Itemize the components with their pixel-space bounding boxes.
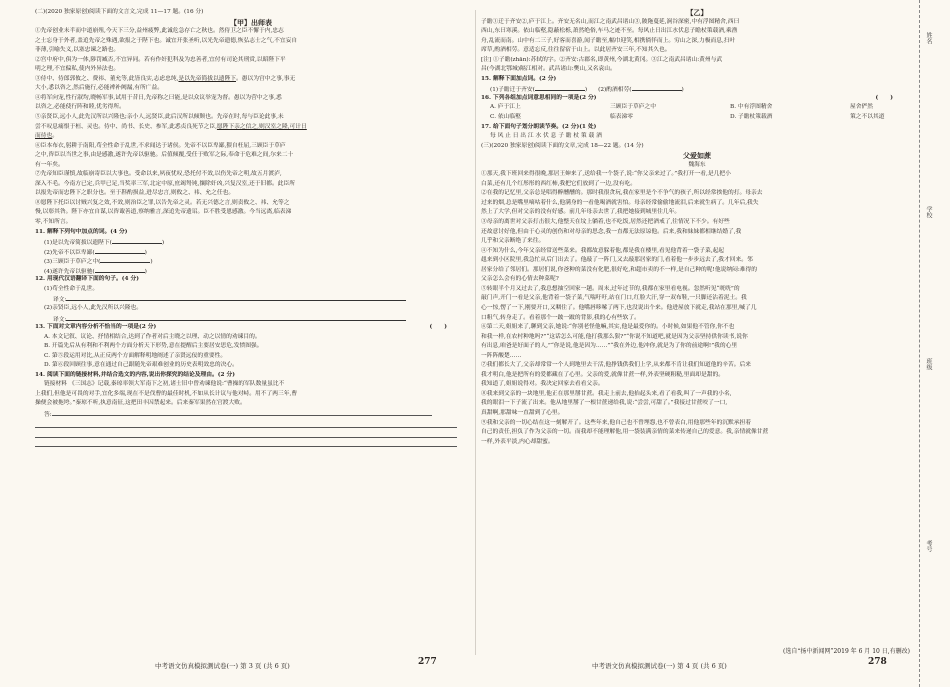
answer-blank[interactable] xyxy=(100,256,150,263)
para-line: ②在我的记忆里,父亲总是唱得醉醺醺的。那时我很贪玩,我在家里是个不争气的孩子,所以经常挨他的打。母亲去 xyxy=(481,190,763,197)
answer-blank[interactable] xyxy=(95,266,145,273)
answer-blank[interactable] xyxy=(112,237,162,244)
q11-text: (4)遂许先帝以驱驰( xyxy=(44,268,95,275)
para-line: ⑧我来到父亲的一块地里,他正在那里掰甘蔗。我走上前去,他抬起头来,看了看我,叫了一声我的小名, xyxy=(481,390,732,397)
para-text: 。愚以为宫中之事,事无 xyxy=(235,75,296,82)
article-title: 父爱如蔗 xyxy=(683,151,711,161)
para-line: 父亲怎么会有的心情去种菜呢? xyxy=(481,276,559,283)
q13-option[interactable]: A. 本文记叙、议论、抒情相结合,达到了作者对后主晓之以理、动之以情的劝谏目的。 xyxy=(44,333,261,340)
answer-prefix[interactable] xyxy=(35,409,467,419)
para-line: 几乎和父亲断绝了来往。 xyxy=(481,238,545,245)
side-label-school: 学校 xyxy=(925,206,932,218)
q11-item: (3)三顾臣于草庐之中( ) xyxy=(35,256,467,266)
q16-option[interactable]: C. 依山临壑 xyxy=(490,114,521,121)
para-line: 自己的责任,担负了作为父亲的一切。而我却不能理解他,用一袋装满亲情的菜来传递自己的爱意。我,亲情就像甘蔗 xyxy=(481,429,769,436)
answer-line[interactable] xyxy=(66,294,406,301)
para-line: ①先帝创业未半而中道崩殂,今天下三分,益州疲弊,此诚危急存亡之秋也。然侍卫之臣不懈于内,忠志 xyxy=(35,28,284,35)
para-line: 一样,外表平淡,内心却甜蜜。 xyxy=(481,438,554,445)
q17-sentence[interactable]: 每 风 止 日 出 江 水 伏 息 子 瞻 杖 策 载 酒 xyxy=(490,133,602,140)
para-line: ⑥臣本布衣,躬耕于南阳,苟全性命于乱世,不求闻达于诸侯。先帝不以臣卑鄙,猥自枉屈,三顾臣于草庐 xyxy=(35,142,286,149)
para-line: ⑦先帝知臣谨慎,故临崩寄臣以大事也。受命以来,夙夜忧叹,恐托付不效,以伤先帝之明,故五月渡泸, xyxy=(35,171,282,178)
para-line: 居家分给了邻居们。那居们说,你爸种的菜没有化肥,很好吃,和超市卖的不一样,是自己种的呢!他说纳闷:难得的 xyxy=(481,266,758,273)
para-line: 大小,悉以咨之,然后施行,必能裨补阙漏,有所广益。 xyxy=(35,85,164,92)
question-13 xyxy=(35,323,467,333)
para-line: 我的眼泪一下子流了出来。他从地里掰了一根甘蔗递给我,说:“尝尝,可甜了。”我接过甘蔗咬了一口, xyxy=(481,400,728,407)
para-line xyxy=(35,75,467,85)
para-line: 我知道了,姐姐说得对。我决定回家去看看父亲。 xyxy=(481,381,604,388)
para-line: 白菜,还有几个红彤彤的西红柿,我把它们放到了一边,没有吃。 xyxy=(481,180,636,187)
para-line: 和我一样,在农村种地吗?”“这话怎么可能,他打我那么狠?”“你说不知道吧,就是因为父亲坚持供你读书,说你 xyxy=(481,333,748,340)
text-yi-title: 【乙】 xyxy=(686,8,708,17)
para-line: 敲门声,开门一看是父亲,他背着一袋子菜,气喘吁吁,站在门口,红脸大汗,穿一双布鞋,一只脚还沾着泥土。我 xyxy=(481,295,747,302)
para-line: 有一年矣。 xyxy=(35,161,64,168)
para-line xyxy=(35,132,467,142)
answer-blank[interactable] xyxy=(535,84,585,91)
left-page-number: 277 xyxy=(418,657,437,667)
section-header: (二)(2020 独家原创)阅读下面的文言文,完成 11—17 题。(16 分) xyxy=(35,9,204,15)
q13-option[interactable]: D. 第⑥段回顾往事,意在通过自己跟随先帝艰难创业的历史表明效忠的决心。 xyxy=(44,362,238,369)
para-line: 深入不毛。今南方已定,兵甲已足,当奖率三军,北定中原,庶竭驽钝,攘除奸凶,兴复汉室,还于旧都。此臣所 xyxy=(35,180,296,187)
binding-dashed-line xyxy=(919,0,920,687)
answer-paren[interactable]: ( ) xyxy=(429,324,447,331)
para-line: 席草,酌酒相劳。意适忘反,往往留宿于山上。以此居齐安三年,不知其久也。 xyxy=(481,47,671,54)
para-line: ⑤亲贤臣,远小人,此先汉所以兴隆也;亲小人,远贤臣,此后汉所以倾颓也。先帝在时,每与臣论此事,未 xyxy=(35,114,284,121)
para-line: 真甜啊,那甜味一直甜到了心里。 xyxy=(481,409,564,416)
q16-options-row xyxy=(481,103,913,113)
para-line: ⑨我和父亲的一切心结在这一刻解开了。这些年来,他自己也不曾埋怨,也不曾表白,用他那些年的沉默承担着 xyxy=(481,419,751,426)
q13-text: 13. 下面对文章内容分析不恰当的一项是(2 分) xyxy=(35,324,157,331)
para-text: ③侍中、侍郎郭攸之、费祎、董允等,此皆良实,志虑忠纯, xyxy=(35,75,179,82)
para-line: ⑥第二天,姐姐来了,聊到父亲,她说:“你别老怪他嘛,其实,他是最爱你的。小时候,如果他不管你,你不也 xyxy=(481,324,735,331)
para-line: ⑦我们都长大了,父亲却常常一个人到地里去干活,他挣钱供我们上学,从来都不肯让我们知道他的辛苦。后来 xyxy=(481,362,751,369)
para-line: 以咨之,必能使行阵和睦,优劣得所。 xyxy=(35,104,125,111)
translation-line[interactable] xyxy=(35,294,467,304)
q15-text: (1)子瞻迁于齐安( xyxy=(490,87,535,94)
q11-text: (3)三顾臣于草庐之中( xyxy=(44,259,101,266)
text-jia-title: 【甲】出师表 xyxy=(230,17,272,27)
q11-text: (2)先帝不以臣卑鄙( xyxy=(44,249,95,256)
answer-line[interactable] xyxy=(66,314,406,321)
para-line: ①那天,我下班回来得很晚,那居王婶来了,送给我一个袋子,说:“你父亲来过了。”我打开一看,是几把小 xyxy=(481,171,731,178)
right-page xyxy=(481,8,913,447)
left-footer: 中考语文仿真模拟测试卷(一) 第 3 页 (共 6 页) xyxy=(155,662,290,670)
side-label-class: 班级 xyxy=(925,358,932,370)
q16-option-pair: 策之不以其道 xyxy=(850,114,885,121)
link-material-line: 链接材料 《三国志》记载,秦琼率领大军南下之初,诸士旧中曾劝谏他说:“曹操的军队数量虽比不 xyxy=(44,381,285,388)
answer-blank[interactable] xyxy=(95,247,145,254)
q11-item: (4)遂许先帝以驱驰( ) xyxy=(35,266,467,276)
q16-option[interactable]: D. 子瞻杖策载酒 xyxy=(730,114,773,121)
para-line: 有出息,咱爸是好面子的人,”“你是说,他是因为……”“我在外边,他冲你,就是为了你的前途啊!”我的心里 xyxy=(481,343,738,350)
para-line: ④不知为什么,今年父亲经常送些菜来。我都故意躲着他,都是我在楼里,看见他背着一袋子菜,起起 xyxy=(481,247,725,254)
q11-item: (1)是以先帝简拔以遗陛下( ) xyxy=(35,237,467,247)
para-line: 心一惊,愣了一下,刚要开口,又咽住了。他嘴唇哆嗦了两下,也没说出个来。他进屋放下就走,我站在那里,喊了几 xyxy=(481,304,757,311)
q11-item: (2)先帝不以臣卑鄙( ) xyxy=(35,247,467,257)
para-text: 尝不叹息痛恨于桓、灵也。侍中、尚书、长史、参军,此悉贞良死节之臣, xyxy=(35,123,217,130)
q16-option-pair: 三顾臣于草庐之中 xyxy=(610,104,656,111)
question-12: 12. 用现代汉语翻译下面的句子。(4 分) xyxy=(35,276,139,283)
side-label-name: 姓名 xyxy=(925,32,932,44)
note-line: 昌(今湖北鄂城)隔江相对。武昌诸山:樊山,又名袁山。 xyxy=(481,66,616,73)
para-line: 舟,乱流而南。山中有二三子,好客而喜游,闻子瞻至,幅巾迎笑,相携徜徉而上。穷山之深,力极而息,扫叶 xyxy=(481,37,736,44)
article-source: (选自“扬中新闻网”2019 年 6 月 10 日,有删改) xyxy=(783,648,910,655)
q13-option[interactable]: B. 开篇先后从有利和不利两个方面分析天下形势,意在提醒后主要居安思危,发愤图强。 xyxy=(44,343,263,350)
para-line xyxy=(35,123,467,133)
q16-option[interactable]: A. 庐于江上 xyxy=(490,104,521,111)
answer-blank[interactable] xyxy=(632,84,682,91)
article-author: 魏海东 xyxy=(688,161,706,168)
para-line: 慢,以彰其咎。陛下亦宜自谋,以咨诹善道,察纳雅言,深追先帝遗诏。臣不胜受恩感激。今当远离,临表涕 xyxy=(35,209,292,216)
para-line: 西山,东曰寒溪。依山临壑,隐蔽松栎,萧然绝俗,车马之迹不至。每风止日出江水伏息子瞻杖策载酒,乘渔 xyxy=(481,28,738,35)
link-material-line: 上我们,但他是可畏的对手,宜化多端,现在不是伐曹的最佳时机,不如从长计议与他对峙。用不了两三年,曹 xyxy=(35,390,298,397)
q16-option-pair: 临表涕零 xyxy=(610,114,633,121)
q15-item: (1)子瞻迁于齐安( ) (2)酌酒相劳( ) xyxy=(481,84,913,94)
translation-label: 译文: xyxy=(53,316,67,323)
underlined-sentence: 是以先帝简拔以遗陛下 xyxy=(178,75,236,82)
q16-option[interactable]: B. 中有浮图精舍 xyxy=(730,104,773,111)
page-divider xyxy=(475,10,476,655)
para-line: 然上了大学,但对父亲的没有好感。前几年母亲去世了,我把她接到城里住几年。 xyxy=(481,209,681,216)
link-material-line: 操便会被拖垮。”秦琼不听,执意南征,这把田丰囚禁起来。后来秦军果然在官渡大败。 xyxy=(35,400,246,407)
underlined-sentence: 而待也 xyxy=(35,133,53,140)
q13-option[interactable]: C. 第⑤段运用对比,从正反两个方面解释明地阐述了亲贤远佞的重要性。 xyxy=(44,352,227,359)
answer-line[interactable] xyxy=(35,428,457,438)
q12-sentence-2: (2)亲贤臣,远小人,此先汉所以兴隆也。 xyxy=(44,304,143,311)
para-line: 零,不知所言。 xyxy=(35,219,72,226)
para-line: ③母亲的离世对父亲打击很大,他整天在坟上躺着,也不吃饭,居然还把酒戒了,往情况下不少。有好些 xyxy=(481,219,730,226)
underlined-sentence: 愿陛下亲之信之,则汉室之隆,可计日 xyxy=(216,123,307,130)
para-line: 以报先帝而忠陛下之职分也。至于斟酌损益,进尽忠言,则攸之、祎、允之任也。 xyxy=(35,190,235,197)
para-line: ④将军向宠,性行淑均,晓畅军事,试用于昔日,先帝称之曰能,是以众议举宠为督。愚以为营中之事,悉 xyxy=(35,94,282,101)
q16-options-row xyxy=(481,113,913,123)
para-line: ②宫中府中,俱为一体,陟罚臧否,不宜异同。若有作奸犯科及为忠善者,宜付有司论其刑赏,以昭陛下平 xyxy=(35,56,286,63)
note-line: [注] ①子瞻(zhān):苏轼的字。②齐安:古郡名,即黄州,今湖北黄冈。③江之南武昌诸山:黄州与武 xyxy=(481,56,723,63)
para-line: 之中,咨臣以当世之事,由是感激,遂许先帝以驱驰。后值倾覆,受任于败军之际,奉命于危难之间,尔来二十 xyxy=(35,152,294,159)
answer-line[interactable] xyxy=(35,438,457,448)
para-line: 菲薄,引喻失义,以塞忠谏之路也。 xyxy=(35,47,120,54)
answer-paren[interactable]: ( ) xyxy=(875,94,893,101)
answer-line[interactable] xyxy=(52,409,432,416)
para-line: 子瞻①迁于齐安②,庐于江上。齐安无名山,而江之南武昌诸山③,陂陁蔓延,涧谷深密,中有浮图精舍,西曰 xyxy=(481,18,740,25)
question-17: 17. 给下面句子划分朗读节奏。(2 分)(1 处) xyxy=(481,123,597,130)
question-15: 15. 解释下面加点词。(2 分) xyxy=(481,75,557,82)
para-line: 我才明白,他是把所有的爱都藏在了心里。父亲的爱,就像甘蔗一样,外表坚硬粗糙,里面却是甜的。 xyxy=(481,371,725,378)
section-header: (三)(2020 独家原创)阅读下面的文章,完成 18—22 题。(14 分) xyxy=(481,142,644,149)
question-14: 14. 阅读下面的链接材料,并结合选文的内容,说出你探究的结论及理由。(2 分) xyxy=(35,371,235,378)
para-line: 口粗气,转身走了。看着那个一跛一跛的背影,我的心有些软了。 xyxy=(481,314,640,321)
translation-line[interactable] xyxy=(35,314,467,324)
right-footer: 中考语文仿真模拟测试卷(一) 第 4 页 (共 6 页) xyxy=(592,662,727,670)
para-line: 趄来到小区院里,我急忙从后门出去了。他敲了一阵门,又去敲那居家的门,看着他一步步远去了,我才回来。邻 xyxy=(481,257,753,264)
answer-label: 答: xyxy=(44,411,52,418)
para-line: ⑤转眼半个月又过去了,我总想抽空回家一趟。周末,过年过节的,我都在家里看电视。忽然听见“咣咣”的 xyxy=(481,285,740,292)
side-label-number: 考号 xyxy=(925,540,932,552)
q11-text: (1)是以先帝简拔以遗陛下( xyxy=(44,240,112,247)
q16-text: 16. 下列各组加点词意思相同的一项是(2 分) xyxy=(481,94,597,101)
para-line: 一阵阵酸楚…… xyxy=(481,352,522,359)
para-text: 。 xyxy=(52,133,58,140)
para-line: 过来的烟,总是嘴里嘀咕着什么,他满身的一看他喝酒就害怕。母亲经常偷偷地流泪,后来就生病了。几年后,我失 xyxy=(481,199,759,206)
answer-line[interactable] xyxy=(35,419,457,429)
para-line: 之士忘身于外者,盖追先帝之殊遇,欲报之于陛下也。诚宜开张圣听,以光先帝遗德,恢弘志士之气,不宜妄自 xyxy=(35,37,298,44)
left-page xyxy=(35,8,467,447)
para-line: 还故意讨好他,但由于心灵的创伤和对母亲的思念,我一直都无法原谅他。后来,我和妹妹都相继结婚了,我 xyxy=(481,228,742,235)
q12-sentence-1: (1)苟全性命于乱世。 xyxy=(44,285,99,292)
question-16 xyxy=(481,94,913,104)
para-line: ⑧愿陛下托臣以讨贼兴复之效,不效,则治臣之罪,以告先帝之灵。若无兴德之言,则责攸之、祎、允等之 xyxy=(35,199,290,206)
right-page-number: 278 xyxy=(868,657,887,667)
q16-option-pair: 屋舍俨然 xyxy=(850,104,873,111)
question-11: 11. 解释下列句中加点的词。(4 分) xyxy=(35,228,128,235)
para-line: 明之理,不宜偏私,使内外异法也。 xyxy=(35,66,120,73)
q15-text: (2)酌酒相劳( xyxy=(598,87,632,94)
translation-label: 译文: xyxy=(53,297,67,304)
